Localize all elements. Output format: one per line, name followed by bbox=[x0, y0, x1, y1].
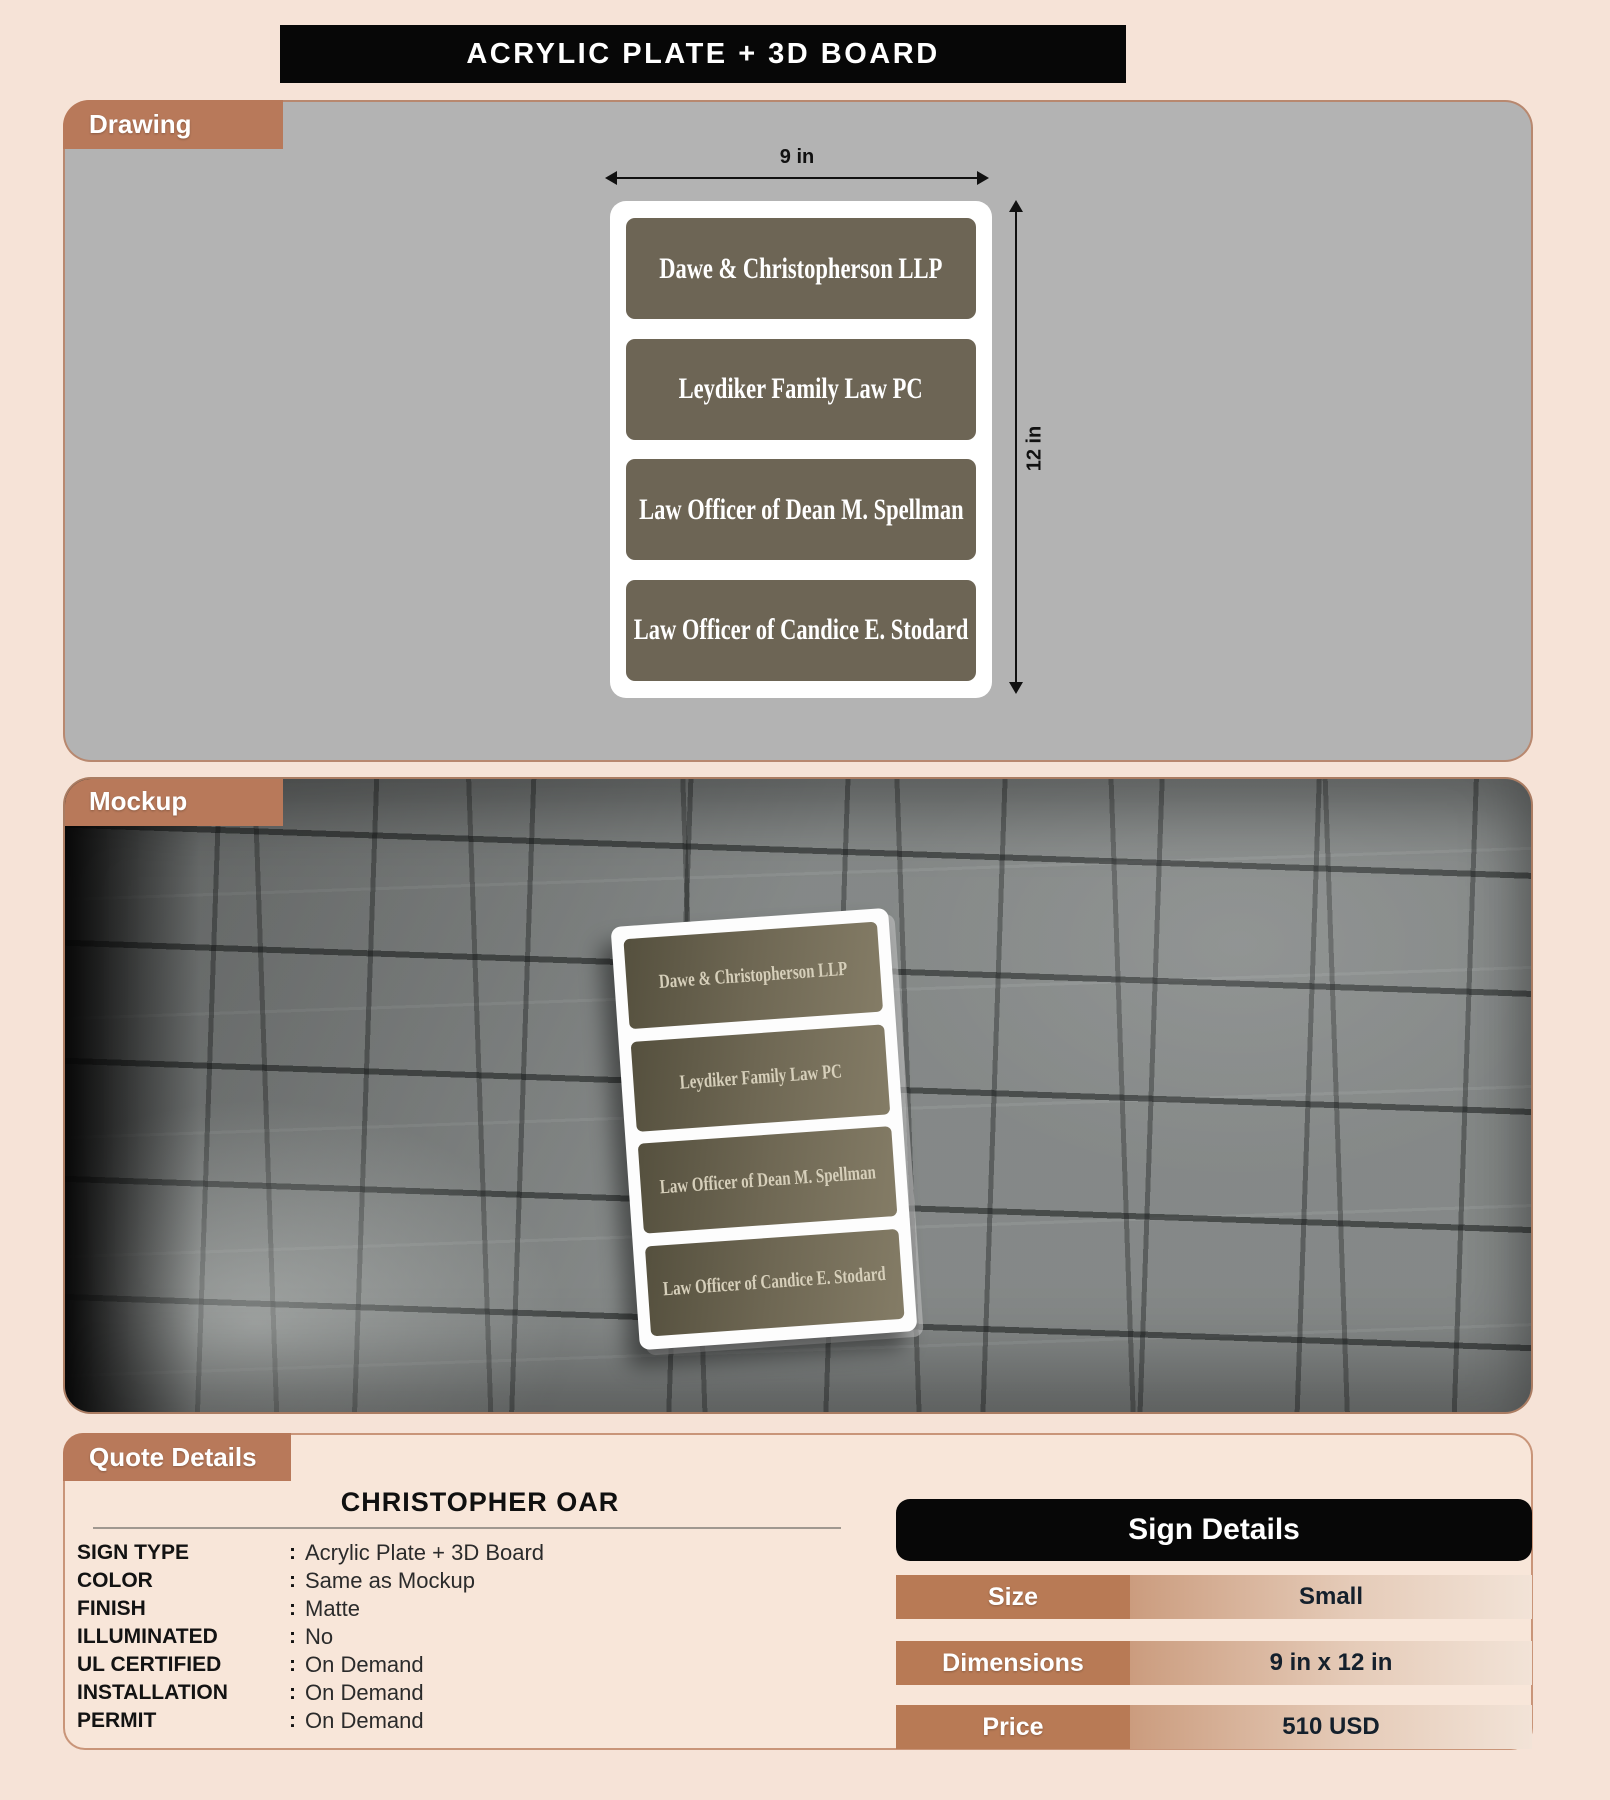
field-value: Acrylic Plate + 3D Board bbox=[305, 1540, 545, 1565]
mockup-plate-text: Law Officer of Dean M. Spellman bbox=[658, 1161, 877, 1199]
arrow-left-icon bbox=[605, 171, 617, 185]
field-label: PERMIT bbox=[77, 1709, 157, 1732]
arrow-down-icon bbox=[1009, 682, 1023, 694]
drawing-plate bbox=[626, 339, 976, 440]
mockup-tab bbox=[63, 777, 283, 826]
field-separator: : bbox=[289, 1569, 296, 1592]
row-value-cell bbox=[1130, 1575, 1532, 1619]
field-value: On Demand bbox=[305, 1708, 424, 1733]
sign-details-row-size bbox=[896, 1575, 1532, 1619]
drawing-plate-text: Dawe & Christopherson LLP bbox=[659, 251, 943, 285]
arrow-right-icon bbox=[977, 171, 989, 185]
customer-name: CHRISTOPHER OAR bbox=[340, 1487, 620, 1517]
row-label: Price bbox=[982, 1712, 1044, 1741]
drawing-plate-text: Law Officer of Dean M. Spellman bbox=[638, 492, 964, 526]
drawing-plate-text: Law Officer of Candice E. Stodard bbox=[633, 613, 969, 647]
page-title: ACRYLIC PLATE + 3D BOARD bbox=[466, 37, 940, 70]
field-separator: : bbox=[289, 1597, 296, 1620]
quote-field-row bbox=[77, 1567, 857, 1595]
mockup-tab-label: Mockup bbox=[89, 786, 188, 816]
mockup-plate bbox=[623, 922, 883, 1029]
field-label: ILLUMINATED bbox=[77, 1625, 218, 1648]
sign-details-row-price bbox=[896, 1705, 1532, 1749]
row-label: Size bbox=[987, 1582, 1039, 1611]
quote-field-row bbox=[77, 1595, 857, 1623]
page-title-bar bbox=[280, 25, 1126, 83]
mockup-plate-text: Leydiker Family Law PC bbox=[678, 1060, 843, 1094]
row-label-cell bbox=[896, 1705, 1130, 1749]
row-value: 510 USD bbox=[1282, 1713, 1380, 1740]
field-separator: : bbox=[289, 1625, 296, 1648]
row-value: 9 in x 12 in bbox=[1269, 1649, 1393, 1676]
width-dimension bbox=[605, 146, 989, 186]
width-dimension-label: 9 in bbox=[779, 146, 815, 168]
field-separator: : bbox=[289, 1541, 296, 1564]
drawing-plate-text: Leydiker Family Law PC bbox=[679, 372, 923, 406]
row-label: Dimensions bbox=[942, 1648, 1084, 1677]
drawing-tab bbox=[63, 100, 283, 149]
drawing-plate bbox=[626, 459, 976, 560]
row-value-cell bbox=[1130, 1705, 1532, 1749]
sign-details-row-dimensions bbox=[896, 1641, 1532, 1685]
arrow-up-icon bbox=[1009, 200, 1023, 212]
sign-mockup bbox=[611, 908, 918, 1350]
height-dimension bbox=[1009, 200, 1069, 694]
height-dimension-label: 12 in bbox=[1023, 425, 1046, 472]
mockup-plate bbox=[638, 1126, 898, 1233]
drawing-tab-label: Drawing bbox=[89, 109, 192, 139]
quote-field-row bbox=[77, 1707, 857, 1735]
quote-details-tab-label: Quote Details bbox=[89, 1441, 257, 1472]
mockup-plate bbox=[645, 1229, 905, 1336]
field-value: No bbox=[305, 1624, 334, 1649]
height-dimension-line bbox=[1015, 210, 1017, 684]
field-separator: : bbox=[289, 1681, 296, 1704]
row-label-cell bbox=[896, 1641, 1130, 1685]
width-dimension-line bbox=[615, 177, 979, 179]
mockup-plate-text: Dawe & Christopherson LLP bbox=[658, 957, 849, 993]
divider-line bbox=[93, 1527, 841, 1529]
field-label: COLOR bbox=[77, 1569, 153, 1592]
field-value: On Demand bbox=[305, 1680, 424, 1705]
quote-field-row bbox=[77, 1679, 857, 1707]
quote-field-row bbox=[77, 1539, 857, 1567]
sign-details-header bbox=[896, 1499, 1532, 1561]
field-value: Same as Mockup bbox=[305, 1568, 475, 1593]
drawing-plate bbox=[626, 580, 976, 681]
field-label: SIGN TYPE bbox=[77, 1541, 190, 1564]
field-separator: : bbox=[289, 1653, 296, 1676]
field-label: INSTALLATION bbox=[77, 1681, 228, 1704]
field-value: Matte bbox=[305, 1596, 361, 1621]
quote-details-tab bbox=[63, 1433, 291, 1481]
mockup-plate bbox=[631, 1024, 891, 1131]
field-value: On Demand bbox=[305, 1652, 424, 1677]
row-label-cell bbox=[896, 1575, 1130, 1619]
quote-fields-list bbox=[77, 1539, 857, 1735]
sign-details-title: Sign Details bbox=[1128, 1513, 1300, 1546]
mockup-section bbox=[63, 777, 1533, 1414]
mockup-plate-text: Law Officer of Candice E. Stodard bbox=[662, 1263, 887, 1301]
field-label: FINISH bbox=[77, 1597, 146, 1620]
quote-field-row bbox=[77, 1623, 857, 1651]
field-separator: : bbox=[289, 1709, 296, 1732]
drawing-plate bbox=[626, 218, 976, 319]
row-value-cell bbox=[1130, 1641, 1532, 1685]
sign-drawing bbox=[610, 201, 992, 698]
quote-details-section bbox=[63, 1433, 1533, 1750]
quote-field-row bbox=[77, 1651, 857, 1679]
drawing-section bbox=[63, 100, 1533, 762]
field-label: UL CERTIFIED bbox=[77, 1653, 222, 1676]
row-value: Small bbox=[1298, 1583, 1364, 1610]
